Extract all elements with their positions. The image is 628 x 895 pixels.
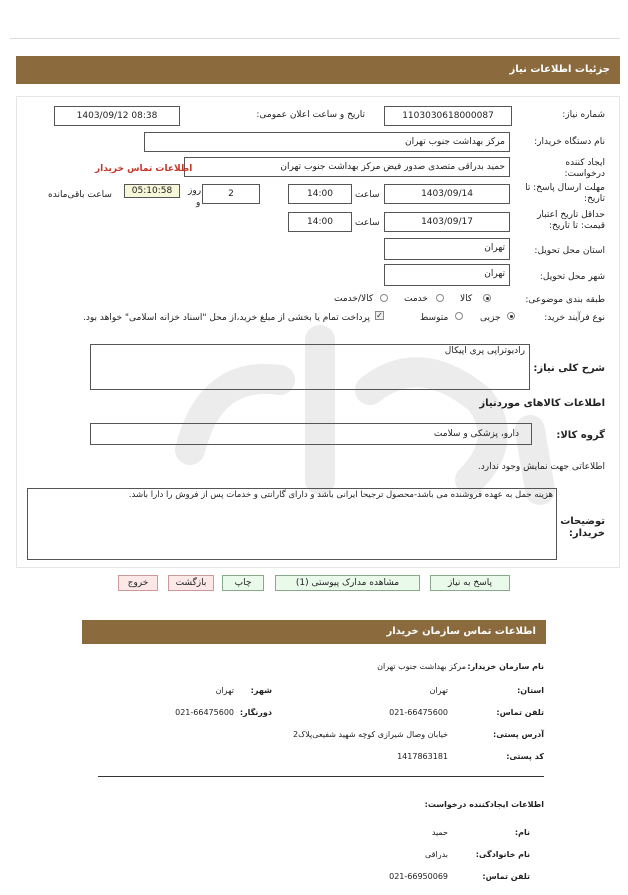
goods-group-label: گروه کالا: bbox=[556, 430, 605, 441]
contact-buyer-link[interactable]: اطلاعات تماس خریدار bbox=[95, 164, 193, 174]
category-service-radio[interactable] bbox=[436, 294, 444, 302]
validity-time-label: ساعت bbox=[355, 218, 380, 228]
treasury-note: پرداخت تمام یا بخشی از مبلغ خرید،از محل "اسناد خزانه اسلامی" خواهد بود. bbox=[82, 313, 370, 323]
process-medium-radio[interactable] bbox=[455, 312, 463, 320]
deadline-time-label: ساعت bbox=[355, 190, 380, 200]
announce-field: 1403/09/12 08:38 bbox=[54, 106, 180, 126]
creator-last-name-label: نام خانوادگی: bbox=[475, 850, 530, 859]
page-header bbox=[16, 56, 620, 84]
contact-city-value: تهران bbox=[215, 686, 234, 695]
goods-section-title: اطلاعات کالاهای موردنیاز bbox=[479, 398, 605, 409]
contact-province-label: استان: bbox=[517, 686, 544, 695]
contact-phone-label: تلفن تماس: bbox=[496, 708, 544, 717]
contact-address-label: آدرس پستی: bbox=[493, 730, 544, 739]
print-button[interactable]: چاپ bbox=[222, 575, 264, 591]
description-value: رادیوتراپی پری اپیکال bbox=[444, 346, 525, 356]
back-button[interactable]: بازگشت bbox=[168, 575, 214, 591]
buyer-notes-field bbox=[27, 488, 557, 560]
goods-group-value: دارو، پزشکی و سلامت bbox=[433, 429, 519, 439]
creator-phone-value: 021-66950069 bbox=[389, 872, 448, 881]
deadline-label: مهلت ارسال پاسخ: تا تاریخ: bbox=[525, 183, 605, 204]
validity-date-field: 1403/09/17 bbox=[384, 212, 510, 232]
exit-button[interactable]: خروج bbox=[118, 575, 158, 591]
days-field: 2 bbox=[202, 184, 260, 204]
goods-group-field bbox=[90, 423, 532, 445]
contact-org-value: مرکز بهداشت جنوب تهران bbox=[377, 662, 466, 671]
contact-fax-value: 021-66475600 bbox=[175, 708, 234, 717]
process-medium-label: متوسط bbox=[420, 313, 449, 323]
attachments-button[interactable]: مشاهده مدارک پیوستی (1) bbox=[275, 575, 420, 591]
creator-first-name-label: نام: bbox=[514, 828, 530, 837]
contact-city-label: شهر: bbox=[250, 686, 272, 695]
contact-org-label: نام سازمان خریدار: bbox=[467, 662, 544, 671]
buyer-org-label: نام دستگاه خریدار: bbox=[534, 137, 605, 147]
city-label: شهر محل تحویل: bbox=[539, 272, 605, 282]
category-goods-radio[interactable] bbox=[483, 294, 491, 302]
contact-title: اطلاعات تماس سازمان خریدار bbox=[386, 626, 536, 637]
top-divider bbox=[10, 38, 620, 39]
province-field: تهران bbox=[384, 238, 510, 260]
contact-postal-value: 1417863181 bbox=[397, 752, 448, 761]
treasury-checkbox[interactable]: ✓ bbox=[376, 311, 383, 320]
province-label: استان محل تحویل: bbox=[534, 246, 605, 256]
creator-first-name-value: حمید bbox=[431, 828, 448, 837]
contact-postal-label: کد پستی: bbox=[506, 752, 544, 761]
buyer-notes-value: هزینه حمل به عهده فروشنده می باشد-محصول ترجیحا ایرانی باشد و دارای گارانتی و خدمات پس از فروش را دارا باشد. bbox=[128, 490, 553, 500]
countdown-field: 05:10:58 bbox=[124, 184, 180, 198]
days-label: روز bbox=[188, 186, 202, 196]
contact-province-value: تهران bbox=[429, 686, 448, 695]
description-label: شرح کلی نیاز: bbox=[533, 363, 605, 374]
creator-field: حمید بدراقی متصدی صدور فیض مرکز بهداشت جنوب تهران bbox=[184, 157, 510, 177]
category-goods-label: کالا bbox=[460, 294, 473, 304]
creator-last-name-value: بدراقی bbox=[424, 850, 448, 859]
creator-info-title: اطلاعات ایجادکننده درخواست: bbox=[424, 800, 544, 809]
description-field bbox=[90, 344, 530, 390]
process-partial-label: جزیی bbox=[480, 313, 501, 323]
process-partial-radio[interactable] bbox=[507, 312, 515, 320]
page-title: جزئیات اطلاعات نیاز bbox=[509, 64, 610, 75]
validity-label: حداقل تاریخ اعتبار قیمت: تا تاریخ: bbox=[537, 210, 605, 231]
and-label: و bbox=[196, 198, 201, 208]
buyer-notes-label: توضیحات خریدار: bbox=[560, 516, 605, 539]
creator-label: ایجاد کننده درخواست: bbox=[564, 158, 605, 179]
contact-phone-value: 021-66475600 bbox=[389, 708, 448, 717]
validity-time-field: 14:00 bbox=[288, 212, 352, 232]
goods-no-info: اطلاعاتی جهت نمایش وجود ندارد. bbox=[477, 462, 605, 472]
creator-phone-label: تلفن تماس: bbox=[482, 872, 530, 881]
deadline-date-field: 1403/09/14 bbox=[384, 184, 510, 204]
category-goods-service-radio[interactable] bbox=[380, 294, 388, 302]
category-label: طبقه بندی موضوعی: bbox=[525, 295, 605, 305]
contact-header bbox=[82, 620, 546, 644]
category-goods-service-label: کالا/خدمت bbox=[334, 294, 374, 304]
contact-fax-label: دورنگار: bbox=[239, 708, 272, 717]
process-label: نوع فرآیند خرید: bbox=[544, 313, 605, 323]
buyer-org-field: مرکز بهداشت جنوب تهران bbox=[144, 132, 510, 152]
need-number-label: شماره نیاز: bbox=[562, 110, 605, 120]
city-field: تهران bbox=[384, 264, 510, 286]
announce-label: تاریخ و ساعت اعلان عمومی: bbox=[256, 110, 365, 120]
remaining-label: ساعت باقی‌مانده bbox=[48, 190, 112, 200]
contact-divider bbox=[98, 776, 544, 777]
category-service-label: خدمت bbox=[404, 294, 428, 304]
need-number-field: 1103030618000087 bbox=[384, 106, 512, 126]
deadline-time-field: 14:00 bbox=[288, 184, 352, 204]
reply-button[interactable]: پاسخ به نیاز bbox=[430, 575, 510, 591]
contact-address-value: خیابان وصال شیرازی کوچه شهید شفیعی‌پلاک2 bbox=[293, 730, 448, 739]
